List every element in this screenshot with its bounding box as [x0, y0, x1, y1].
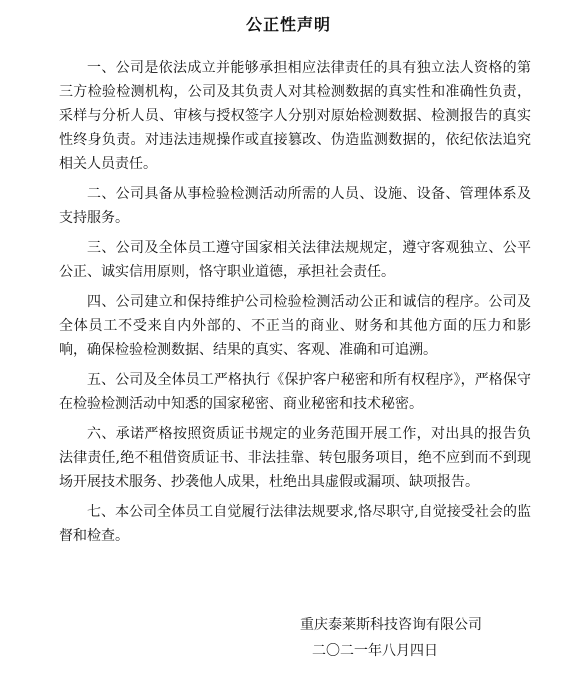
signature-date: 二〇二一年八月四日	[312, 643, 438, 659]
paragraph-1: 一、公司是依法成立并能够承担相应法律责任的具有独立法人资格的第三方检验检测机构，公司及其负责人对其检测数据的真实性和准确性负责，采样与分析人员、审核与授权签字人分别对原始检测数据、检测报告的真实性终身负责。对违法违规操作或直接篡改、伪造监测数据的，依纪依法追究相关人员责任。	[59, 60, 531, 172]
document-title: 公正性声明	[245, 15, 331, 34]
signature-block	[300, 612, 540, 664]
company-name: 重庆泰莱斯科技咨询有限公司	[300, 617, 482, 633]
paragraph-6: 六、承诺严格按照资质证书规定的业务范围开展工作，对出具的报告负法律责任,绝不租借资质证书、非法挂靠、转包服务项目，绝不应到而不到现场开展技术服务、抄袭他人成果，杜绝出具虚假或漏项、缺项报告。	[59, 426, 531, 490]
paragraph-2: 二、公司具备从事检验检测活动所需的人员、设施、设备、管理体系及支持服务。	[59, 186, 531, 226]
paragraph-7: 七、本公司全体员工自觉履行法律法规要求,恪尽职守,自觉接受社会的监督和检查。	[59, 504, 531, 544]
paragraph-3: 三、公司及全体员工遵守国家相关法律法规规定，遵守客观独立、公平公正、诚实信用原则，恪守职业道德，承担社会责任。	[59, 240, 531, 280]
paragraph-5: 五、公司及全体员工严格执行《保护客户秘密和所有权程序》，严格保守在检验检测活动中知悉的国家秘密、商业秘密和技术秘密。	[59, 372, 531, 412]
document-body	[59, 56, 531, 554]
paragraph-4: 四、公司建立和保持维护公司检验检测活动公正和诚信的程序。公司及全体员工不受来自内外部的、不正当的商业、财务和其他方面的压力和影响，确保检验检测数据、结果的真实、客观、准确和可追溯。	[59, 294, 531, 358]
